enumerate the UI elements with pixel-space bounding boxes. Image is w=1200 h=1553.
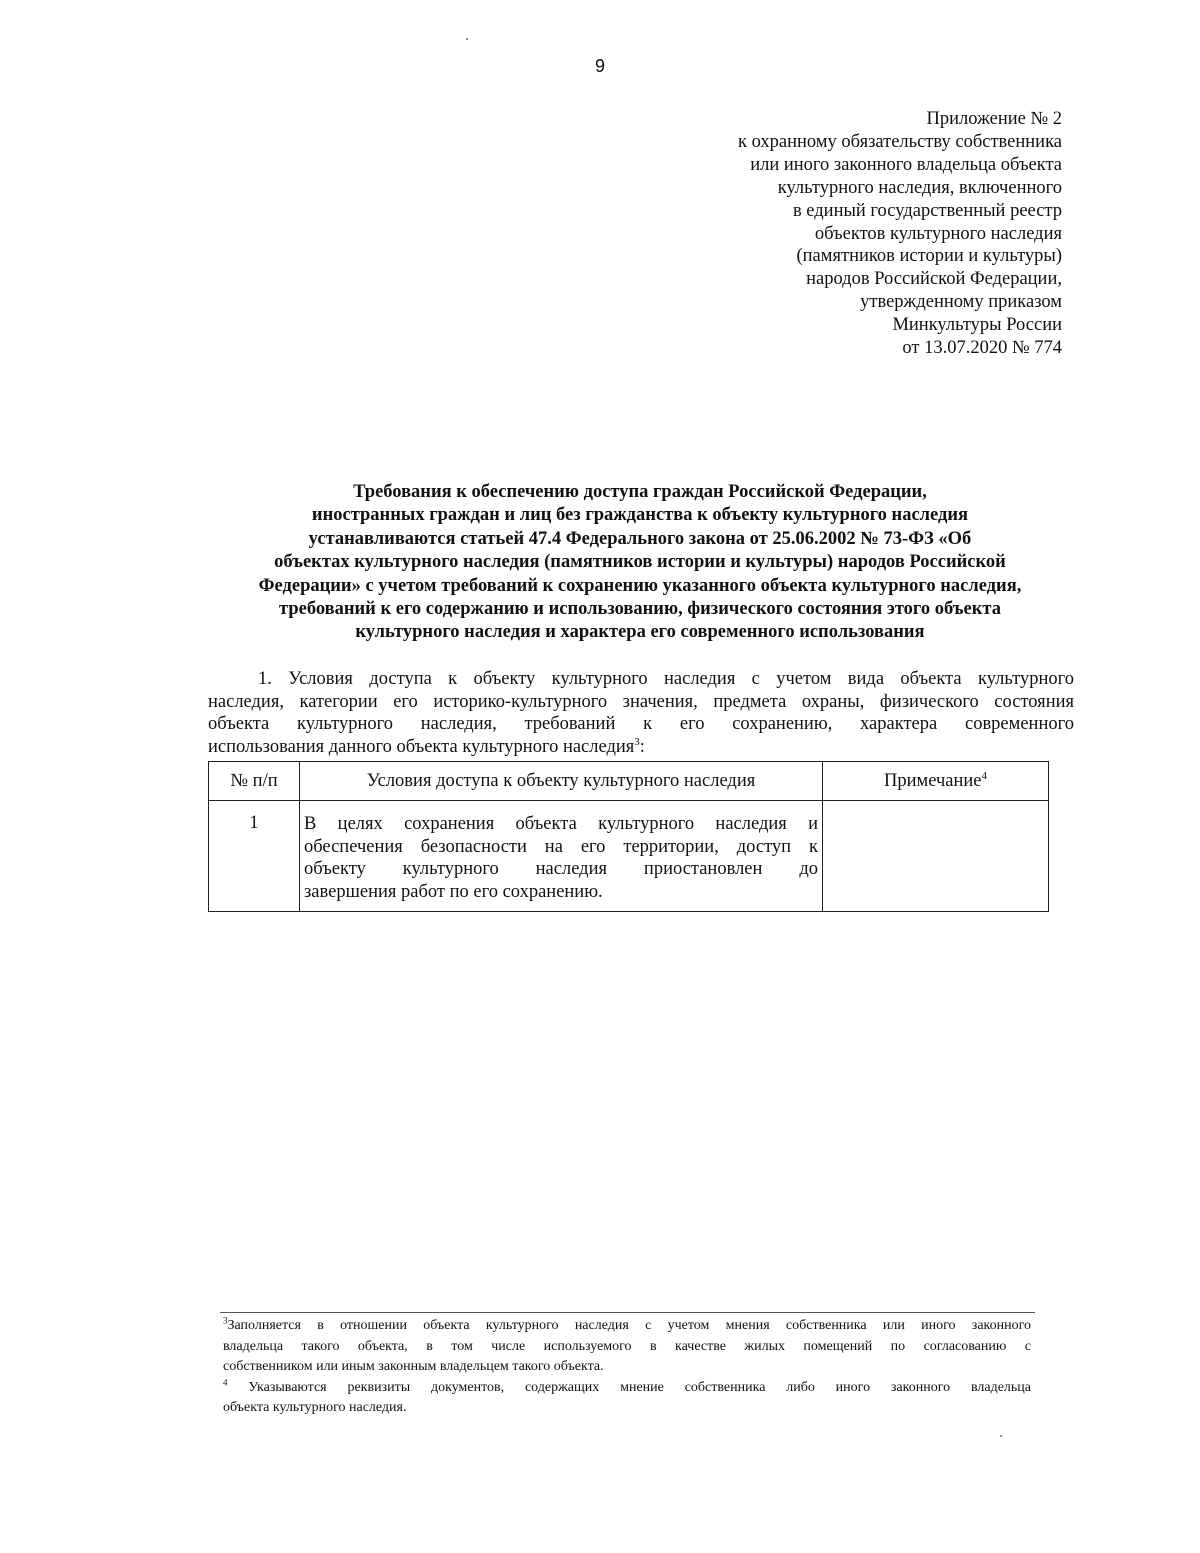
- appendix-line: Приложение № 2: [926, 109, 1062, 129]
- condition-line: В целях сохранения объекта культурного наследия и: [304, 814, 818, 834]
- appendix-line: от 13.07.2020 № 774: [902, 338, 1062, 359]
- title-line: устанавливаются статьей 47.4 Федерального закона от 25.06.2002 № 73-ФЗ «Об: [308, 528, 972, 549]
- intro-line-last: [208, 736, 1074, 759]
- appendix-line: народов Российской Федерации,: [806, 269, 1062, 290]
- intro-line-text: использования данного объекта культурного наследия: [208, 736, 635, 757]
- header-conditions: Условия доступа к объекту культурного наследия: [300, 762, 823, 801]
- footnote-ref-3: 3: [634, 735, 640, 748]
- appendix-line: в единый государственный реестр: [792, 200, 1062, 221]
- page-number: 9: [594, 56, 605, 76]
- condition-line: обеспечения безопасности на его территории, доступ к: [304, 836, 818, 857]
- footnote-marker-3: 3: [223, 1315, 228, 1326]
- row-number: 1: [209, 801, 300, 912]
- condition-line: завершения работ по его сохранению.: [304, 881, 603, 902]
- appendix-line: или иного законного владельца объекта: [750, 154, 1062, 175]
- intro-line: наследия, категории его историко-культурного значения, предмета охраны, физического состояния: [208, 691, 1074, 712]
- appendix-line: Минкультуры России: [892, 315, 1062, 336]
- title-line: Федерации» с учетом требований к сохранению указанного объекта культурного наследия,: [258, 575, 1022, 596]
- header-note: [823, 762, 1049, 801]
- footnote-3-line: [223, 1316, 1031, 1337]
- access-conditions-table: [208, 761, 1049, 912]
- appendix-line: к охранному обязательству собственника: [737, 131, 1062, 152]
- intro-line: объекта культурного наследия, требований к его сохранению, характера современного: [208, 714, 1074, 734]
- title-line: объектах культурного наследия (памятников истории и культуры) народов Российской: [274, 552, 1006, 573]
- footnote-marker-4: 4: [223, 1376, 228, 1387]
- intro-line: 1. Условия доступа к объекту культурного наследия с учетом вида объекта культурного: [258, 669, 1074, 689]
- title-line: культурного наследия и характера его современного использования: [355, 622, 925, 643]
- intro-colon: :: [639, 736, 645, 757]
- footnote-text: Заполняется в отношении объекта культурного наследия с учетом мнения собственника или иного законного: [227, 1318, 1031, 1333]
- scan-speck: [1000, 1435, 1002, 1437]
- scan-speck: [466, 38, 468, 40]
- table-row: [209, 801, 1049, 912]
- footnote-ref-4: 4: [981, 769, 987, 782]
- footnote-text: Указываются реквизиты документов, содержащих мнение собственника либо иного законного владельца: [248, 1379, 1031, 1395]
- header-note-label: Примечание: [884, 770, 982, 791]
- title-line: требований к его содержанию и использованию, физического состояния этого объекта: [279, 599, 1001, 620]
- footnote-separator: [220, 1312, 1035, 1313]
- row-note: [823, 801, 1049, 912]
- title-line: Требования к обеспечению доступа граждан Российской Федерации,: [353, 482, 927, 502]
- footnote-4-line: объекта культурного наследия.: [223, 1400, 407, 1415]
- appendix-line: объектов культурного наследия: [814, 223, 1062, 244]
- appendix-line: культурного наследия, включенного: [777, 177, 1062, 198]
- document-title: [200, 481, 1080, 645]
- footnote-3-line: собственником или иным законным владельцем такого объекта.: [223, 1359, 604, 1374]
- appendix-line: (памятников истории и культуры): [796, 246, 1062, 267]
- footnote-3-line: владельца такого объекта, в том числе используемого в качестве жилых помещений по согласованию с: [223, 1338, 1031, 1354]
- title-line: иностранных граждан и лиц без гражданства к объекту культурного наследия: [311, 505, 969, 526]
- appendix-header: [602, 108, 1062, 360]
- appendix-line: утвержденному приказом: [860, 292, 1062, 313]
- footnote-4-line: [223, 1378, 1031, 1399]
- table-header-row: [209, 762, 1049, 801]
- condition-line: объекту культурного наследия приостановлен до: [304, 859, 818, 879]
- footnotes: [223, 1316, 1031, 1419]
- intro-paragraph: [208, 668, 1074, 758]
- row-condition: [300, 801, 823, 912]
- header-number: № п/п: [209, 762, 300, 801]
